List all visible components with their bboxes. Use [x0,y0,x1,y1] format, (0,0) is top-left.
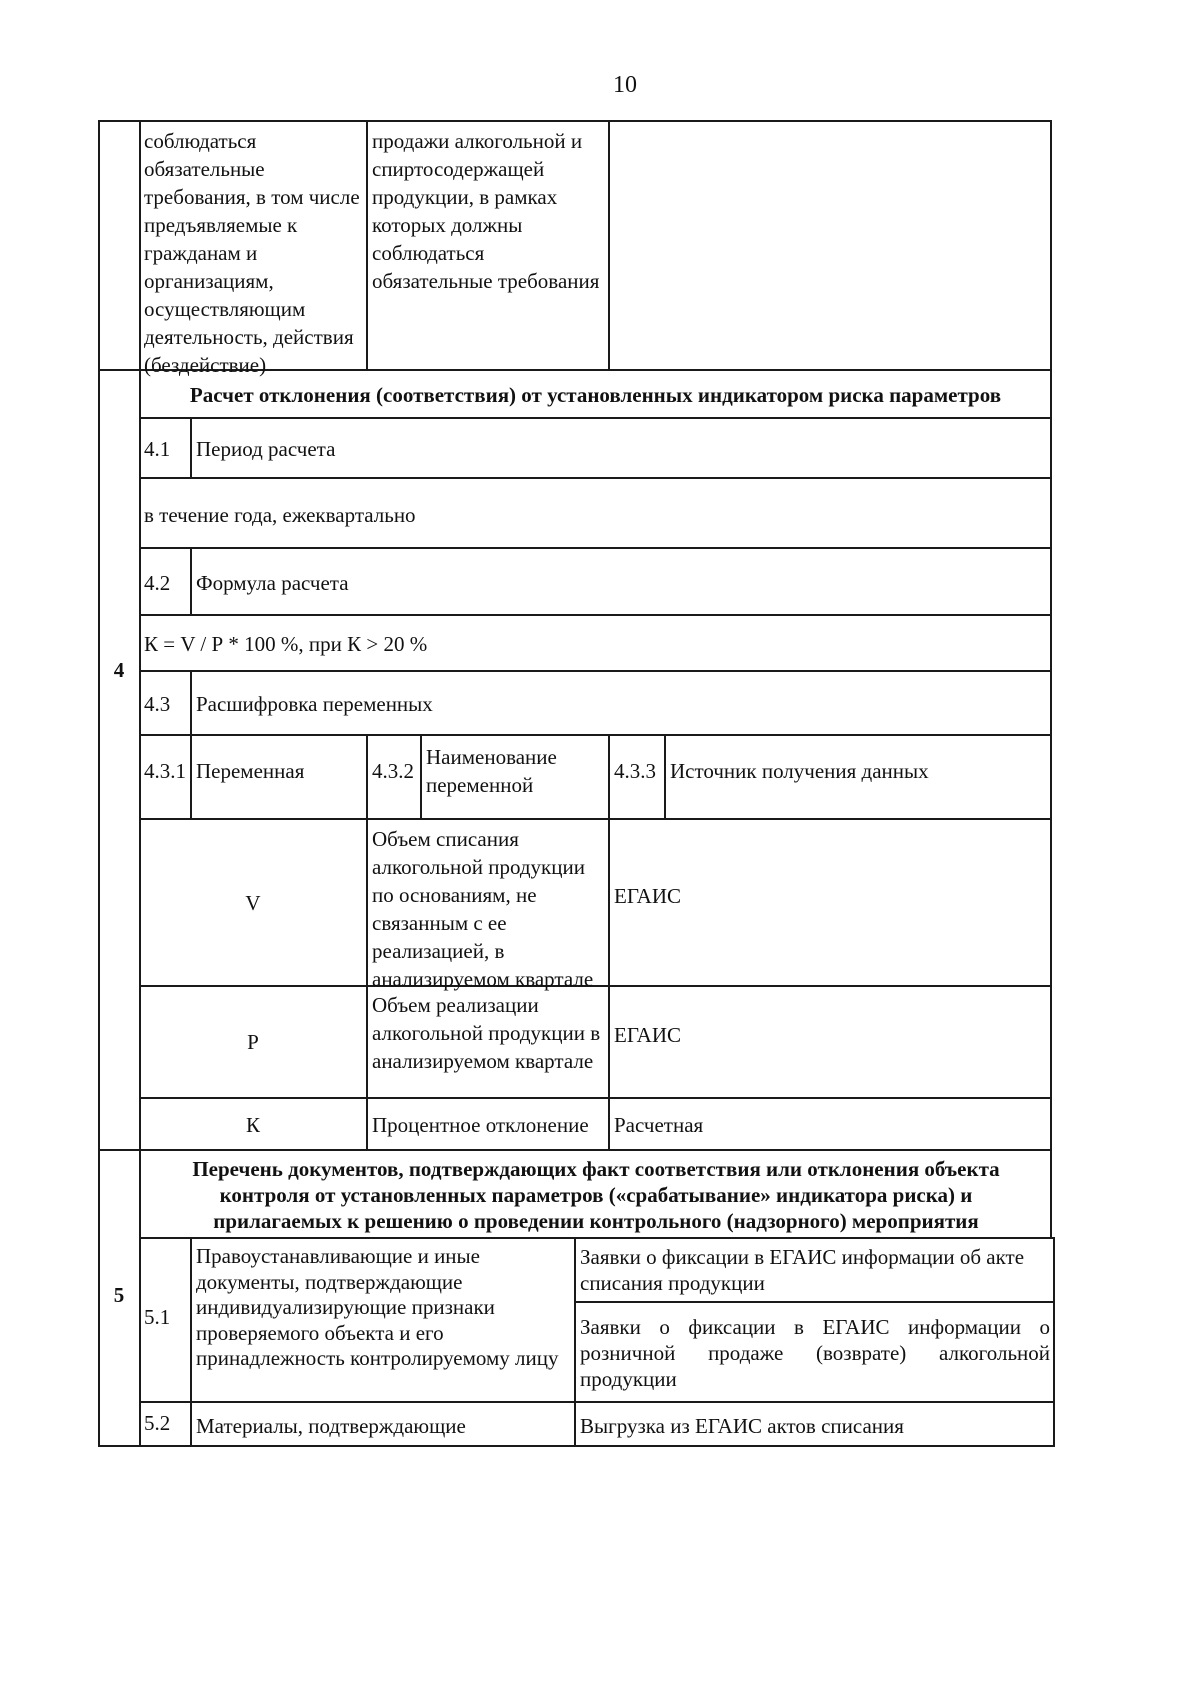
section-5-number: 5 [113,1283,125,1307]
item-5-1-label: Правоустанавливающие и иные документы, подтверждающие индивидуализирующие признаки проверяемого объекта и его принадлежность контролируемому лицу [196,1244,559,1370]
header-variable-name: Наименование переменной [426,745,557,797]
variable-k-symbol: К [245,1113,260,1137]
section-5-title: Перечень документов, подтверждающих факт соответствия или отклонения объекта контроля от установленных параметров («срабатывание» индикатора риска) и прилагаемых к решению о проведении контрольного (надзорного) мероприятия [192,1157,1000,1233]
variable-v-symbol: V [245,891,261,915]
variable-v-name: Объем списания алкогольной продукции по основаниям, не связанным с ее реализацией, в анализируемом квартале [372,827,594,991]
calculation-formula-value: К = V / Р * 100 %, при К > 20 % [144,632,428,656]
item-5-1-document-1: Заявки о фиксации в ЕГАИС информации об акте списания продукции [580,1245,1025,1295]
item-5-1-document-2: Заявки о фиксации в ЕГАИС информации о розничной продаже (возврате) алкогольной продукции [580,1315,1050,1391]
item-5-1-number: 5.1 [144,1305,171,1329]
header-4-3-3-number: 4.3.3 [614,759,656,783]
variable-p-name: Объем реализации алкогольной продукции в анализируемом квартале [372,993,601,1073]
variable-v-source: ЕГАИС [614,884,682,908]
variable-p-source: ЕГАИС [614,1023,682,1047]
item-5-2-number: 5.2 [144,1411,171,1435]
variable-k-source: Расчетная [614,1113,704,1137]
calculation-period-value: в течение года, ежеквартально [144,503,416,527]
item-4-2-label: Формула расчета [196,571,349,595]
top-block-sales-text: продажи алкогольной и спиртосодержащей продукции, в рамках которых должны соблюдаться обязательные требования [372,129,600,293]
variable-p-symbol: Р [247,1030,259,1054]
item-4-1-number: 4.1 [144,437,171,461]
item-4-3-label: Расшифровка переменных [196,692,433,716]
page-number: 10 [613,72,637,98]
item-5-2-label: Материалы, подтверждающие [196,1414,466,1438]
header-4-3-2-number: 4.3.2 [372,759,414,783]
item-4-1-label: Период расчета [196,437,336,461]
item-4-3-number: 4.3 [144,692,171,716]
header-data-source: Источник получения данных [670,759,929,783]
header-4-3-1-number: 4.3.1 [144,759,186,783]
section-4-title: Расчет отклонения (соответствия) от установленных индикатором риска параметров [189,383,1002,407]
variable-k-name: Процентное отклонение [372,1113,589,1137]
item-4-2-number: 4.2 [144,571,171,595]
section-4-number: 4 [113,658,125,682]
item-5-2-document: Выгрузка из ЕГАИС актов списания [580,1414,904,1438]
header-variable: Переменная [196,759,305,783]
top-block-requirements-text: соблюдаться обязательные требования, в том числе предъявляемые к гражданам и организациям, осуществляющим деятельность, действия (бездействие) [144,129,360,377]
